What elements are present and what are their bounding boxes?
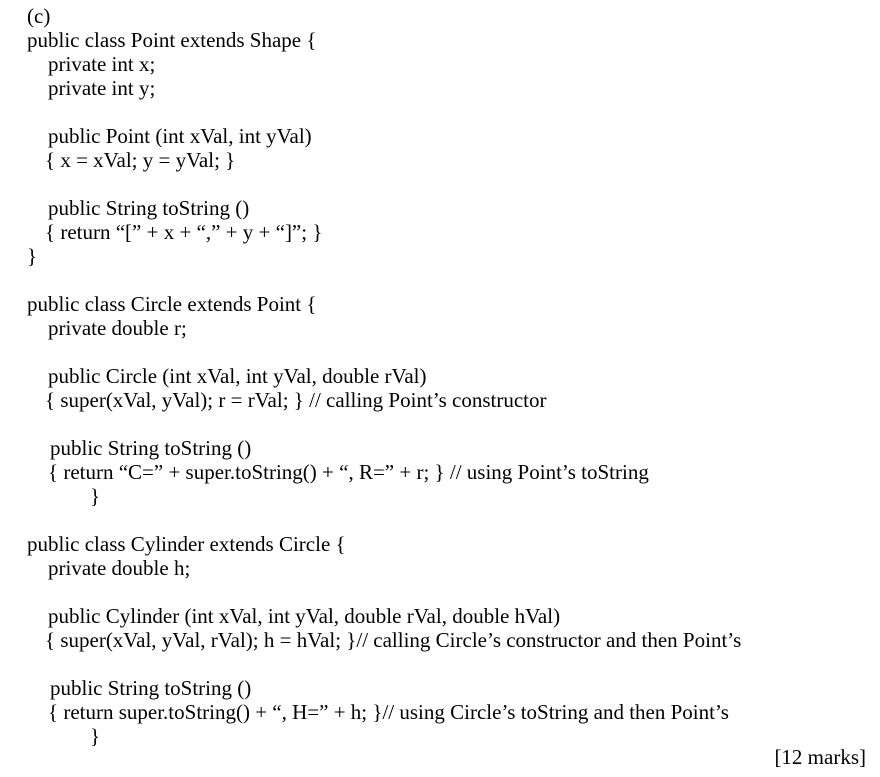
code-line: { x = xVal; y = yVal; }: [45, 148, 236, 172]
code-line: }: [90, 484, 101, 508]
code-line: public Point (int xVal, int yVal): [48, 124, 312, 148]
code-line: public class Point extends Shape {: [27, 28, 317, 52]
code-line: { return “C=” + super.toString() + “, R=” + r; } // using Point’s toString: [48, 460, 649, 484]
code-line: }: [27, 244, 38, 268]
code-line: private double r;: [48, 316, 187, 340]
code-line: { return “[” + x + “,” + y + “]”; }: [45, 220, 323, 244]
question-part-label: (c): [27, 4, 51, 28]
code-line: public String toString (): [48, 196, 250, 220]
code-line: private double h;: [48, 556, 191, 580]
code-line: public Cylinder (int xVal, int yVal, double rVal, double hVal): [48, 604, 561, 628]
code-line: private int x;: [48, 52, 156, 76]
code-line: { super(xVal, yVal); r = rVal; } // calling Point’s constructor: [45, 388, 547, 412]
code-line: public String toString (): [50, 676, 252, 700]
code-line: public class Circle extends Point {: [27, 292, 317, 316]
code-line: public class Cylinder extends Circle {: [27, 532, 346, 556]
code-line: { return super.toString() + “, H=” + h; }// using Circle’s toString and then Point’s: [48, 700, 729, 724]
code-line: public String toString (): [50, 436, 252, 460]
marks-label: [12 marks]: [774, 745, 866, 769]
code-line: private int y;: [48, 76, 156, 100]
code-line: { super(xVal, yVal, rVal); h = hVal; }// calling Circle’s constructor and then Point’s: [45, 628, 742, 652]
code-line: }: [90, 724, 101, 748]
code-line: public Circle (int xVal, int yVal, double rVal): [48, 364, 427, 388]
